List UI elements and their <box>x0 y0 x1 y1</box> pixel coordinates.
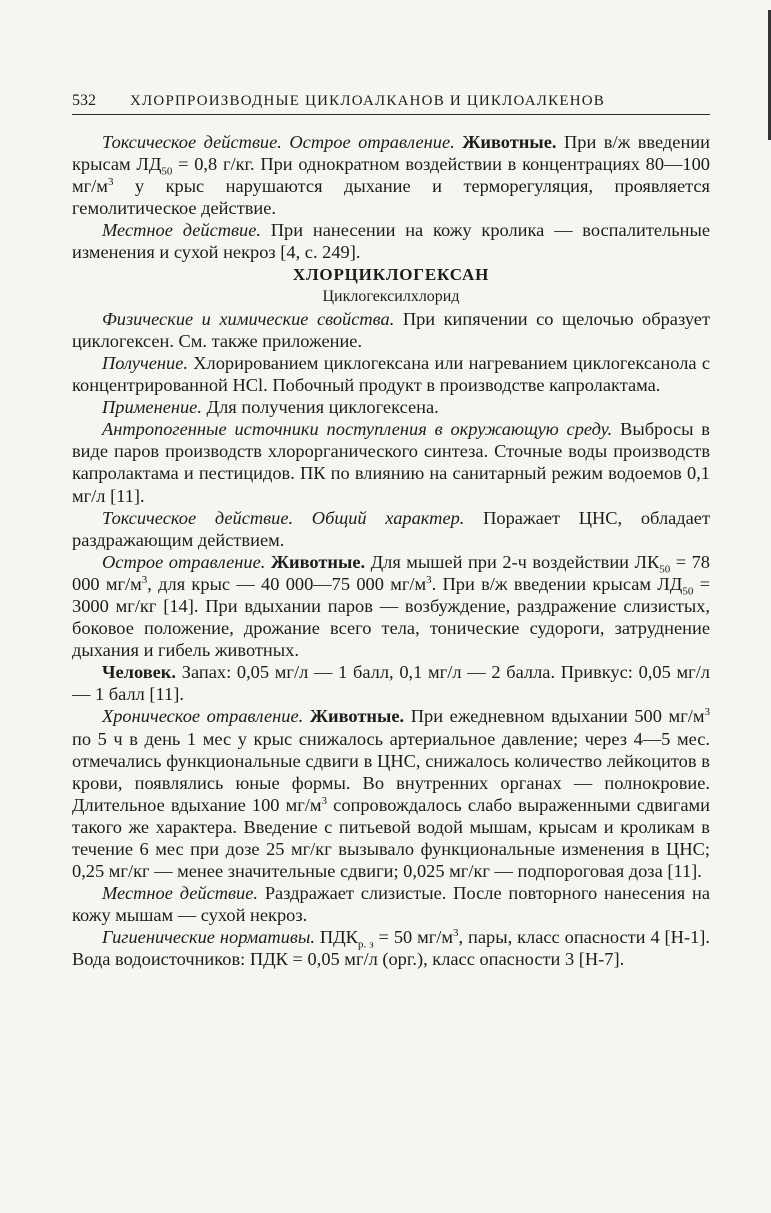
paragraph-properties <box>72 308 710 352</box>
paragraph-label: Острое отравление. <box>102 551 266 572</box>
text: Запах: 0,05 мг/л — 1 балл, 0,1 мг/л — 2 балла. Привкус: 0,05 мг/л — 1 балл [11]. <box>72 662 710 705</box>
text: Поражает ЦНС, обладает раздражающим действием. <box>72 507 711 550</box>
subscript: 50 <box>161 165 173 178</box>
text: Для мышей при 2-ч воздействии ЛК <box>365 551 660 572</box>
text: Для получения циклогексена. <box>201 397 439 418</box>
paragraph-local-action-2 <box>72 882 710 926</box>
paragraph-label: Хроническое отравление. <box>102 706 304 727</box>
superscript: 3 <box>426 573 432 586</box>
text: ПДК <box>314 927 358 948</box>
paragraph-label: Токсическое действие. Острое отравление. <box>102 132 455 152</box>
text: , для крыс — 40 000—75 000 мг/м <box>147 573 427 594</box>
text: При нанесении на кожу кролика — воспалительные изменения и сухой некроз [4, с. 249]. <box>72 220 710 263</box>
subject-label: Животные. <box>309 706 405 727</box>
paragraph-label: Антропогенные источники поступления в окружающую среду. <box>102 419 613 440</box>
section-subtitle: Циклогексилхлорид <box>322 287 460 305</box>
page-body <box>72 131 710 971</box>
text: При ежедневном вдыхании 500 мг/м <box>404 706 705 727</box>
text: При кипячении со щелочью образует циклогексен. См. также приложение. <box>72 308 710 351</box>
text: Раздражает слизистые. После повторного нанесения на кожу мышам — сухой некроз. <box>72 883 710 926</box>
paragraph-production <box>72 352 710 396</box>
subscript: р. з <box>357 939 374 952</box>
text: При в/ж введении крысам ЛД <box>72 132 710 175</box>
paragraph-chronic-poisoning <box>72 705 710 882</box>
subject-label: Животные. <box>462 132 557 152</box>
text: по 5 ч в день 1 мес у крыс снижалось артериальное давление; через 4—5 мес. отмечались функциональные сдвиги в ЦНС, снижалось количество лейкоцитов в крови, появлялись юные формы. Во внутренних органах — полнокровие. Длительное вдыхание 100 мг/м <box>72 728 710 815</box>
running-header <box>72 92 710 115</box>
text: , пары, класс опасности 4 [Н-1]. Вода водоисточников: ПДК = 0,05 мг/л (орг.), класс опасности 3 [Н-7]. <box>72 927 710 970</box>
page-number: 532 <box>72 92 96 109</box>
book-page <box>72 92 710 971</box>
text: = 78 000 мг/м <box>72 551 710 594</box>
text: Хлорированием циклогексана или нагреванием циклогексанола с концентрированной HCl. Побочный продукт в производстве капролактама. <box>72 352 710 396</box>
paragraph-sources <box>72 418 710 506</box>
superscript: 3 <box>107 176 114 189</box>
section-title: ХЛОРЦИКЛОГЕКСАН <box>292 264 490 284</box>
paragraph-application <box>72 396 710 418</box>
text: Выбросы в виде паров производств хлорорганического синтеза. Сточные воды производств капролактама и пестицидов. ПК по влиянию на санитарный режим водоемов 0,1 мг/л [11]. <box>72 419 710 506</box>
superscript: 3 <box>321 794 328 807</box>
paragraph-hygiene-norms <box>72 926 710 970</box>
subject-label: Человек. <box>102 662 177 683</box>
superscript: 3 <box>453 927 459 940</box>
paragraph-label: Получение. <box>102 352 188 373</box>
superscript: 3 <box>704 706 710 719</box>
text: = 0,8 г/кг. При однократном воздействии в концентрациях 80—100 мг/м <box>72 154 710 197</box>
paragraph-human <box>72 661 710 705</box>
text: . При в/ж введении крысам ЛД <box>431 573 683 594</box>
paragraph-label: Физические и химические свойства. <box>102 308 395 329</box>
paragraph-acute-poisoning <box>72 551 710 661</box>
text: = 50 мг/м <box>373 927 454 948</box>
text: сопровождалось слабо выраженными сдвигами такого же характера. Введение с питьевой водой мышам, крысам и кроликам в течение 6 мес при дозе 25 мг/кг вызывало функциональные изменения в ЦНС; 0,25 мг/кг — менее значительные сдвиги; 0,025 мг/кг — подпороговая доза [11]. <box>72 794 710 882</box>
subscript: 50 <box>682 585 694 598</box>
paragraph-label: Токсическое действие. Общий характер. <box>102 507 465 528</box>
superscript: 3 <box>141 573 148 586</box>
running-title: ХЛОРПРОИЗВОДНЫЕ ЦИКЛОАЛКАНОВ И ЦИКЛОАЛКЕНОВ <box>130 93 606 109</box>
subscript: 50 <box>659 563 671 576</box>
paragraph-local-action <box>72 219 710 263</box>
text: у крыс нарушаются дыхание и терморегуляция, проявляется гемолитическое действие. <box>72 176 710 219</box>
paragraph-label: Гигиенические нормативы. <box>102 927 315 948</box>
paragraph-label: Местное действие. <box>102 883 258 904</box>
subject-label: Животные. <box>270 551 366 572</box>
paragraph-label: Применение. <box>102 397 202 418</box>
paragraph-label: Местное действие. <box>102 220 261 241</box>
paragraph-acute-toxicity <box>72 131 710 219</box>
paragraph-general-character <box>72 507 710 551</box>
text: = 3000 мг/кг [14]. При вдыхании паров — возбуждение, раздражение слизистых, боковое положение, дрожание всего тела, тонические судороги, затруднение дыхания и гибель животных. <box>72 573 710 661</box>
